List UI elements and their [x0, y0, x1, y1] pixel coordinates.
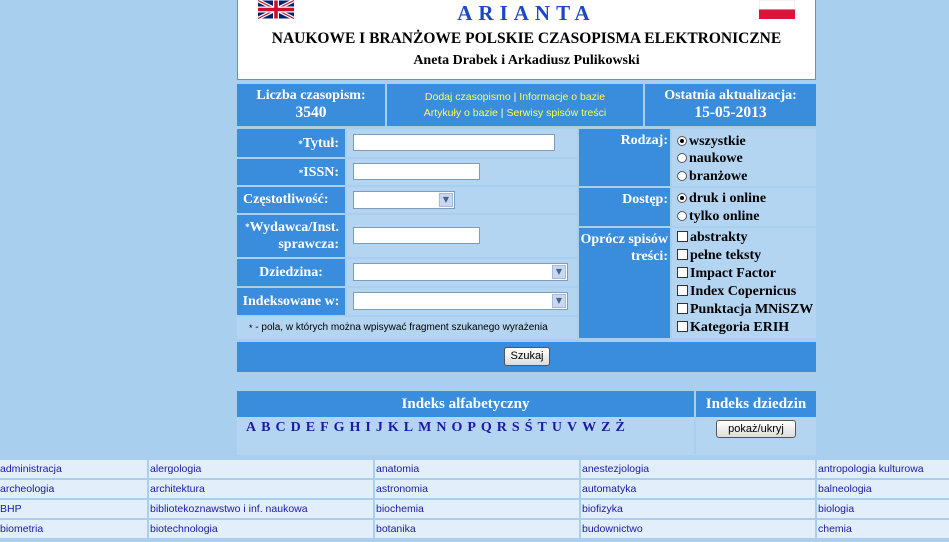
table-row [0, 480, 949, 499]
field-label: Dziedzina: [237, 259, 345, 286]
index-letter-link[interactable]: O [451, 420, 463, 435]
checkbox-icon[interactable] [677, 249, 688, 260]
discipline-link[interactable]: balneologia [818, 483, 872, 495]
index-letter-link[interactable]: E [305, 420, 316, 435]
discipline-link[interactable]: archeologia [0, 483, 55, 495]
checkbox-icon[interactable] [677, 321, 688, 332]
kind-option-all[interactable]: wszystkie [677, 133, 746, 151]
journal-count-value: 3540 [295, 104, 327, 121]
search-bar [237, 342, 816, 372]
table-row [0, 520, 949, 539]
index-letter-link[interactable]: K [387, 420, 399, 435]
issn-label: *ISSN: [237, 159, 345, 185]
title-input[interactable] [353, 134, 555, 151]
articles-link[interactable]: Artykuły o bazie [423, 107, 498, 119]
table-row [0, 460, 949, 479]
index-letter-link[interactable]: U [551, 420, 562, 435]
column-divider [579, 460, 581, 542]
title-label: *Tytuł: [237, 129, 345, 157]
frequency-field-cell [347, 187, 577, 213]
last-update-cell [645, 84, 816, 126]
journal-count-label: Liczba czasopism: [256, 88, 366, 103]
discipline-link[interactable]: astronomia [376, 483, 428, 495]
index-letter-link[interactable]: C [275, 420, 286, 435]
access-option-print-online[interactable]: druk i online [677, 190, 766, 208]
field-select[interactable] [353, 263, 568, 281]
site-subtitle: NAUKOWE I BRANŻOWE POLSKIE CZASOPISMA ELEKTRONICZNE [271, 30, 782, 47]
discipline-link[interactable]: biochemia [376, 503, 424, 515]
column-divider [815, 460, 817, 542]
index-letter-link[interactable]: J [375, 420, 383, 435]
discipline-link[interactable]: antropologia kulturowa [818, 463, 924, 475]
extra-option-erih[interactable]: Kategoria ERIH [677, 319, 789, 337]
publisher-label: *Wydawca/Inst. sprawcza: [237, 215, 345, 257]
column-divider [147, 460, 149, 542]
index-letter-link[interactable]: B [261, 420, 271, 435]
index-letter-link[interactable]: I [365, 420, 371, 435]
index-letter-link[interactable]: R [496, 420, 507, 435]
kind-options-cell [672, 129, 816, 186]
extra-label: Oprócz spisów treści: [579, 228, 670, 338]
alphabetical-index-header: Indeks alfabetyczny [237, 391, 694, 417]
info-links-cell [387, 84, 643, 126]
extra-option-impact-factor[interactable]: Impact Factor [677, 265, 776, 283]
discipline-link[interactable]: biotechnologia [150, 523, 218, 535]
site-header [237, 0, 816, 80]
radio-icon[interactable] [677, 171, 687, 181]
discipline-link[interactable]: bibliotekoznawstwo i inf. naukowa [150, 503, 308, 515]
extra-options-cell [672, 228, 816, 338]
radio-icon[interactable] [677, 153, 687, 163]
checkbox-icon[interactable] [677, 267, 688, 278]
index-letter-link[interactable]: Q [480, 420, 492, 435]
link-separator: | [500, 107, 504, 119]
discipline-link[interactable]: architektura [150, 483, 205, 495]
access-options-cell [672, 188, 816, 226]
info-links-row-1 [387, 89, 643, 105]
index-letter-link[interactable]: G [333, 420, 345, 435]
radio-selected-icon[interactable] [677, 136, 687, 146]
index-letter-link[interactable]: F [320, 420, 329, 435]
discipline-link[interactable]: alergologia [150, 463, 202, 475]
checkbox-icon[interactable] [677, 285, 688, 296]
discipline-link[interactable]: budownictwo [582, 523, 643, 535]
discipline-link[interactable]: biologia [818, 503, 855, 515]
chevron-down-icon[interactable]: ▼ [439, 193, 453, 207]
frequency-label: Częstotliwość: [237, 187, 345, 213]
checkbox-icon[interactable] [677, 303, 688, 314]
index-letter-link[interactable]: H [349, 420, 361, 435]
site-authors: Aneta Drabek i Arkadiusz Pulikowski [413, 53, 640, 68]
radio-icon[interactable] [677, 211, 687, 221]
access-label: Dostęp: [579, 188, 670, 226]
site-title: ARIANTA [457, 1, 596, 25]
alphabet-letters [237, 417, 694, 455]
discipline-link[interactable]: biofizyka [582, 503, 623, 515]
last-update-label: Ostatnia aktualizacja: [664, 88, 797, 103]
index-letter-link[interactable]: M [418, 420, 432, 435]
kind-label: Rodzaj: [579, 129, 670, 186]
indexed-select[interactable] [353, 292, 568, 310]
discipline-link[interactable]: anestezjologia [582, 463, 650, 475]
index-letter-link[interactable]: Ż [615, 420, 625, 435]
access-option-online-only[interactable]: tylko online [677, 208, 759, 226]
chevron-down-icon[interactable]: ▼ [552, 294, 566, 308]
extra-option-abstracts[interactable]: abstrakty [677, 229, 748, 247]
index-letter-link[interactable]: L [403, 420, 414, 435]
extra-option-mnisw[interactable]: Punktacja MNiSZW [677, 301, 813, 319]
extra-option-index-copernicus[interactable]: Index Copernicus [677, 283, 796, 301]
discipline-link[interactable]: chemia [818, 523, 852, 535]
index-letter-link[interactable]: S [511, 420, 520, 435]
index-letter-link[interactable]: V [566, 420, 578, 435]
last-update-value: 15-05-2013 [694, 104, 767, 121]
frequency-select[interactable] [353, 191, 455, 209]
link-separator: | [513, 91, 517, 103]
discipline-link[interactable]: administracja [0, 463, 62, 475]
discipline-link[interactable]: biometria [0, 523, 44, 535]
publisher-field-cell [347, 215, 577, 257]
indexed-field-cell [347, 288, 577, 315]
chevron-down-icon[interactable]: ▼ [552, 265, 566, 279]
extra-option-full-text[interactable]: pełne teksty [677, 247, 761, 265]
wildcard-note: * - pola, w których można wpisywać fragment szukanego wyrażenia [237, 317, 577, 339]
radio-selected-icon[interactable] [677, 193, 687, 203]
discipline-link[interactable]: BHP [0, 503, 22, 515]
issn-field-cell [347, 159, 577, 185]
kind-option-trade[interactable]: branżowe [677, 168, 747, 186]
index-letter-link[interactable]: T [537, 420, 547, 435]
column-divider [373, 460, 375, 542]
field-index-header: Indeks dziedzin [696, 391, 816, 417]
discipline-link[interactable]: anatomia [376, 463, 420, 475]
discipline-link[interactable]: automatyka [582, 483, 637, 495]
kind-option-scientific[interactable]: naukowe [677, 150, 743, 168]
field-index-cell [696, 417, 816, 455]
title-field-cell [347, 129, 577, 157]
index-letter-link[interactable]: P [467, 420, 476, 435]
index-letter-link[interactable]: Z [601, 420, 611, 435]
table-row [0, 500, 949, 519]
issn-input[interactable] [353, 163, 480, 180]
index-letter-link[interactable]: W [582, 420, 597, 435]
journal-count-cell [237, 84, 385, 126]
publisher-input[interactable] [353, 227, 480, 244]
search-button[interactable]: Szukaj [504, 347, 550, 366]
toc-services-link[interactable]: Serwisy spisów treści [506, 107, 607, 119]
discipline-link[interactable]: botanika [376, 523, 416, 535]
field-field-cell [347, 259, 577, 286]
toggle-fields-button[interactable]: pokaż/ukryj [716, 420, 796, 438]
checkbox-icon[interactable] [677, 231, 688, 242]
index-letter-link[interactable]: N [436, 420, 447, 435]
info-links-row-2 [387, 105, 643, 121]
indexed-label: Indeksowane w: [237, 288, 345, 315]
index-letter-link[interactable]: A [246, 420, 257, 435]
index-letter-link[interactable]: D [290, 420, 301, 435]
index-letter-link[interactable]: Ś [524, 420, 533, 435]
about-database-link[interactable]: Informacje o bazie [519, 91, 606, 103]
add-journal-link[interactable]: Dodaj czasopismo [424, 91, 511, 103]
